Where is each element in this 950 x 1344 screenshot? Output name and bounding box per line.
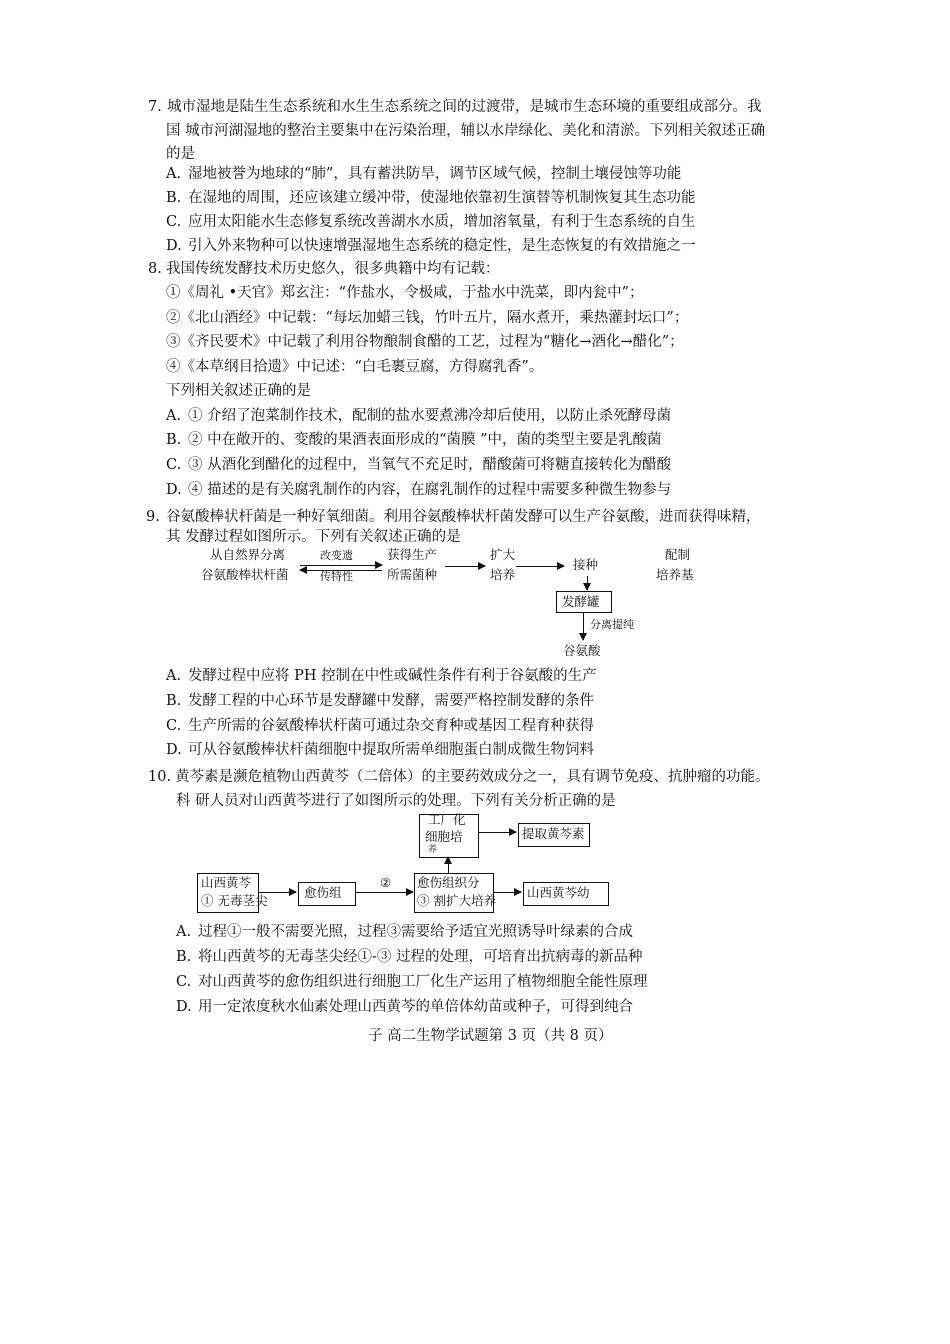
- q7-option-d: D. 引入外来物种可以快速增强湿地生态系统的稳定性，是生态恢复的有效措施之一: [166, 238, 696, 254]
- q10-stem-line2: 科 研人员对山西黄芩进行了如图所示的处理。下列有关分析正确的是: [176, 793, 616, 809]
- q9-medium-line1: 配制: [665, 547, 691, 562]
- q9-source-line2: 谷氨酸棒状杆菌: [201, 567, 289, 582]
- q9-product: 谷氨酸: [563, 643, 601, 658]
- q9-stem-line2: 其 发酵过程如图所示。下列有关叙述正确的是: [166, 529, 461, 545]
- q9-option-b: B. 发酵工程的中心环节是发酵罐中发酵，需要严格控制发酵的条件: [166, 693, 594, 709]
- q9-arrow-right-1: [300, 565, 382, 566]
- q8-option-c: C. ③ 从酒化到醋化的过程中，当氧气不充足时，醋酸菌可将糖直接转化为醋酸: [166, 457, 672, 473]
- q7-stem-line1: 城市湿地是陆生生态系统和水生生态系统之间的过渡带，是城市生态环境的重要组成部分。我: [167, 99, 762, 115]
- q9-source-line1: 从自然界分离: [210, 547, 286, 562]
- q8-record-2: ②《北山酒经》中记载：“每坛加蜡三钱，竹叶五片，隔水煮开，乘热灌封坛口”；: [166, 310, 689, 326]
- q8-record-4: ④《本草纲目拾遗》中记述：“白毛裹豆腐，方得腐乳香”。: [166, 359, 544, 375]
- q9-arrow-label-top: 改变遗: [320, 549, 353, 562]
- q9-expand-line1: 扩大: [490, 547, 516, 562]
- q10-arrow-1: [258, 892, 296, 893]
- q7-option-c: C. 应用太阳能水生态修复系统改善湖水水质，增加溶氧量，有利于生态系统的自生: [166, 214, 696, 230]
- q8-option-b: B. ② 中在敞开的、变酸的果酒表面形成的“菌膜 ”中，菌的类型主要是乳酸菌: [166, 432, 662, 448]
- q9-separate: 分离提纯: [590, 618, 634, 631]
- q9-stem-line1: 谷氨酸棒状杆菌是一种好氧细菌。利用谷氨酸棒状杆菌发酵可以生产谷氨酸，进而获得味精，: [166, 509, 761, 525]
- q9-medium-line2: 培养基: [656, 567, 694, 582]
- q10-seedling: 山西黄芩幼: [527, 885, 590, 900]
- q10-plant-line2: ① 无毒茎尖: [201, 893, 268, 908]
- q10-factory-line2: 细胞培: [425, 829, 463, 844]
- q10-arrow-up: [448, 857, 449, 874]
- q10-arrow-2: [355, 892, 413, 893]
- q8-question: 下列相关叙述正确的是: [166, 383, 311, 399]
- q7-stem-line2: 国 城市河湖湿地的整治主要集中在污染治理，辅以水岸绿化、美化和清淤。下列相关叙述正确: [166, 123, 766, 139]
- q7-stem-line3: 的是: [166, 146, 195, 162]
- q10-option-d: D. 用一定浓度秋水仙素处理山西黄芩的单倍体幼苗或种子，可得到纯合: [176, 999, 633, 1015]
- q9-arrow-down-2: [583, 612, 584, 640]
- q10-option-c: C. 对山西黄芩的愈伤组织进行细胞工厂化生产运用了植物细胞全能性原理: [176, 974, 648, 990]
- q10-factory-line1: 工厂化: [428, 812, 466, 827]
- q9-strain-line2: 所需菌种: [387, 567, 438, 582]
- q7-number: 7.: [148, 99, 162, 115]
- q8-option-d: D. ④ 描述的是有关腐乳制作的内容，在腐乳制作的过程中需要多种微生物参与: [166, 482, 672, 498]
- q9-fermenter: 发酵罐: [562, 594, 600, 609]
- q10-plant-line1: 山西黄芩: [201, 875, 252, 890]
- q9-arrow-down-1: [587, 576, 588, 590]
- q10-callus: 愈伤组: [304, 885, 342, 900]
- q7-option-b: B. 在湿地的周围，还应该建立缓冲带，使湿地依靠初生演替等机制恢复其生态功能: [166, 190, 696, 206]
- q8-stem: 我国传统发酵技术历史悠久，很多典籍中均有记载：: [166, 261, 500, 277]
- q9-number: 9.: [146, 509, 160, 525]
- q10-stem-line1: 黄芩素是濒危植物山西黄芩（二倍体）的主要药效成分之一，具有调节免疫、抗肿瘤的功能。: [175, 769, 770, 785]
- q9-option-d: D. 可从谷氨酸棒状杆菌细胞中提取所需单细胞蛋白制成微生物饲料: [166, 742, 594, 758]
- q10-extract: 提取黄芩素: [522, 826, 585, 841]
- q9-strain-line1: 获得生产: [387, 547, 438, 562]
- q9-option-a: A. 发酵过程中应将 PH 控制在中性或碱性条件有利于谷氨酸的生产: [166, 668, 597, 684]
- q10-diff-line2: ③ 割扩大培养: [417, 893, 496, 908]
- q10-step2: ②: [380, 875, 392, 890]
- q10-diff-line1: 愈伤组织分: [417, 875, 480, 890]
- q10-arrow-extract: [478, 832, 516, 833]
- q10-option-b: B. 将山西黄芩的无毒茎尖经①-③ 过程的处理，可培育出抗病毒的新品种: [176, 949, 643, 965]
- q9-expand-line2: 培养: [490, 567, 516, 582]
- q9-option-c: C. 生产所需的谷氨酸棒状杆菌可通过杂交育种或基因工程育种获得: [166, 718, 594, 734]
- q9-arrow-label-bottom: 传特性: [320, 570, 353, 583]
- q10-option-a: A. 过程①一般不需要光照，过程③需要给予适宜光照诱导叶绿素的合成: [176, 924, 633, 940]
- q10-number: 10.: [148, 769, 172, 785]
- q8-number: 8.: [148, 261, 162, 277]
- q7-option-a: A. 湿地被誉为地球的“肺”，具有蓄洪防旱，调节区域气候，控制土壤侵蚀等功能: [166, 166, 682, 182]
- q9-inoculate: 接种: [573, 557, 599, 572]
- q9-arrow-3: [516, 566, 564, 567]
- q9-arrow-2: [445, 566, 485, 567]
- q8-record-3: ③《齐民要术》中记载了利用谷物酿制食醋的工艺，过程为“糖化→酒化→醋化”；: [166, 334, 684, 350]
- q8-option-a: A. ① 介绍了泡菜制作技术，配制的盐水要煮沸冷却后使用，以防止杀死酵母菌: [166, 408, 672, 424]
- q10-factory-line3: 养: [428, 845, 438, 855]
- page-footer: 子 高二生物学试题第 3 页（共 8 页）: [368, 1028, 613, 1044]
- q8-record-1: ①《周礼 •天官》郑玄注：“作盐水，令极咸，于盐水中洗菜，即内瓮中”；: [166, 285, 644, 301]
- q10-arrow-3: [493, 892, 521, 893]
